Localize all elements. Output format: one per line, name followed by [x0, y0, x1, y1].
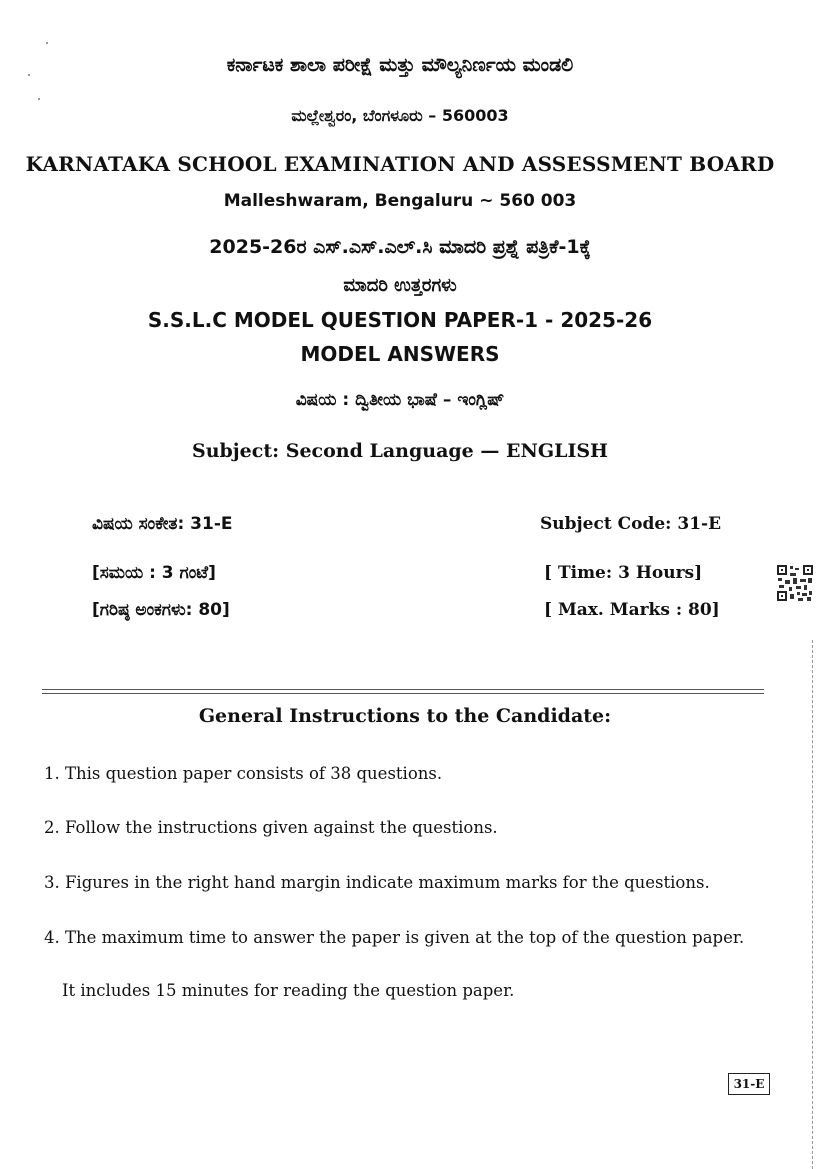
instruction-item: 1. This question paper consists of 38 questions.: [44, 764, 443, 783]
scan-speck: [46, 42, 48, 44]
kannada-max-marks: [ಗರಿಷ್ಠ ಅಂಕಗಳು: 80]: [92, 600, 230, 620]
kannada-board-name: ಕರ್ನಾಟಕ ಶಾಲಾ ಪರೀಕ್ಷೆ ಮತ್ತು ಮೌಲ್ಯನಿರ್ಣಯ ಮಂಡಲಿ: [226, 54, 574, 76]
qr-code-icon: [776, 564, 814, 602]
english-time: [ Time: 3 Hours]: [544, 563, 703, 583]
kannada-subject-code: ವಿಷಯ ಸಂಕೇತ: 31-E: [92, 514, 233, 534]
instruction-item: 2. Follow the instructions given against the questions.: [44, 818, 498, 837]
instruction-item: 4. The maximum time to answer the paper is given at the top of the question paper.: [44, 928, 745, 947]
english-subject-code: Subject Code: 31-E: [540, 514, 722, 534]
english-model-answers: MODEL ANSWERS: [300, 342, 500, 366]
kannada-time: [ಸಮಯ : 3 ಗಂಟೆ]: [92, 563, 216, 583]
english-max-marks: [ Max. Marks : 80]: [544, 600, 720, 620]
kannada-model-answers: ಮಾದರಿ ಉತ್ತರಗಳು: [343, 275, 457, 296]
scan-edge-line: [812, 640, 813, 1169]
instructions-heading: General Instructions to the Candidate:: [198, 705, 612, 727]
english-paper-title: S.S.L.C MODEL QUESTION PAPER-1 - 2025-26: [147, 308, 653, 332]
scan-speck: [28, 74, 30, 76]
english-subject: Subject: Second Language — ENGLISH: [191, 440, 608, 462]
english-board-address: Malleshwaram, Bengaluru ~ 560 003: [223, 191, 577, 211]
english-board-name: KARNATAKA SCHOOL EXAMINATION AND ASSESSMENT BOARD: [25, 152, 775, 176]
scan-speck: [38, 98, 40, 100]
kannada-subject: ವಿಷಯ : ದ್ವಿತೀಯ ಭಾಷೆ – ಇಂಗ್ಲಿಷ್: [295, 390, 505, 410]
kannada-paper-title: 2025-26ರ ಎಸ್.ಎಸ್.ಎಲ್.ಸಿ ಮಾದರಿ ಪ್ರಶ್ನೆ ಪತ್ರಿಕೆ-1ಕ್ಕೆ: [209, 236, 591, 258]
instruction-item: 3. Figures in the right hand margin indicate maximum marks for the questions.: [44, 873, 710, 892]
instruction-item-continuation: It includes 15 minutes for reading the question paper.: [62, 981, 515, 1000]
section-divider: [42, 689, 764, 694]
subject-code-box: 31-E: [728, 1073, 770, 1095]
kannada-board-address: ಮಲ್ಲೇಶ್ವರಂ, ಬೆಂಗಳೂರು – 560003: [291, 106, 509, 125]
